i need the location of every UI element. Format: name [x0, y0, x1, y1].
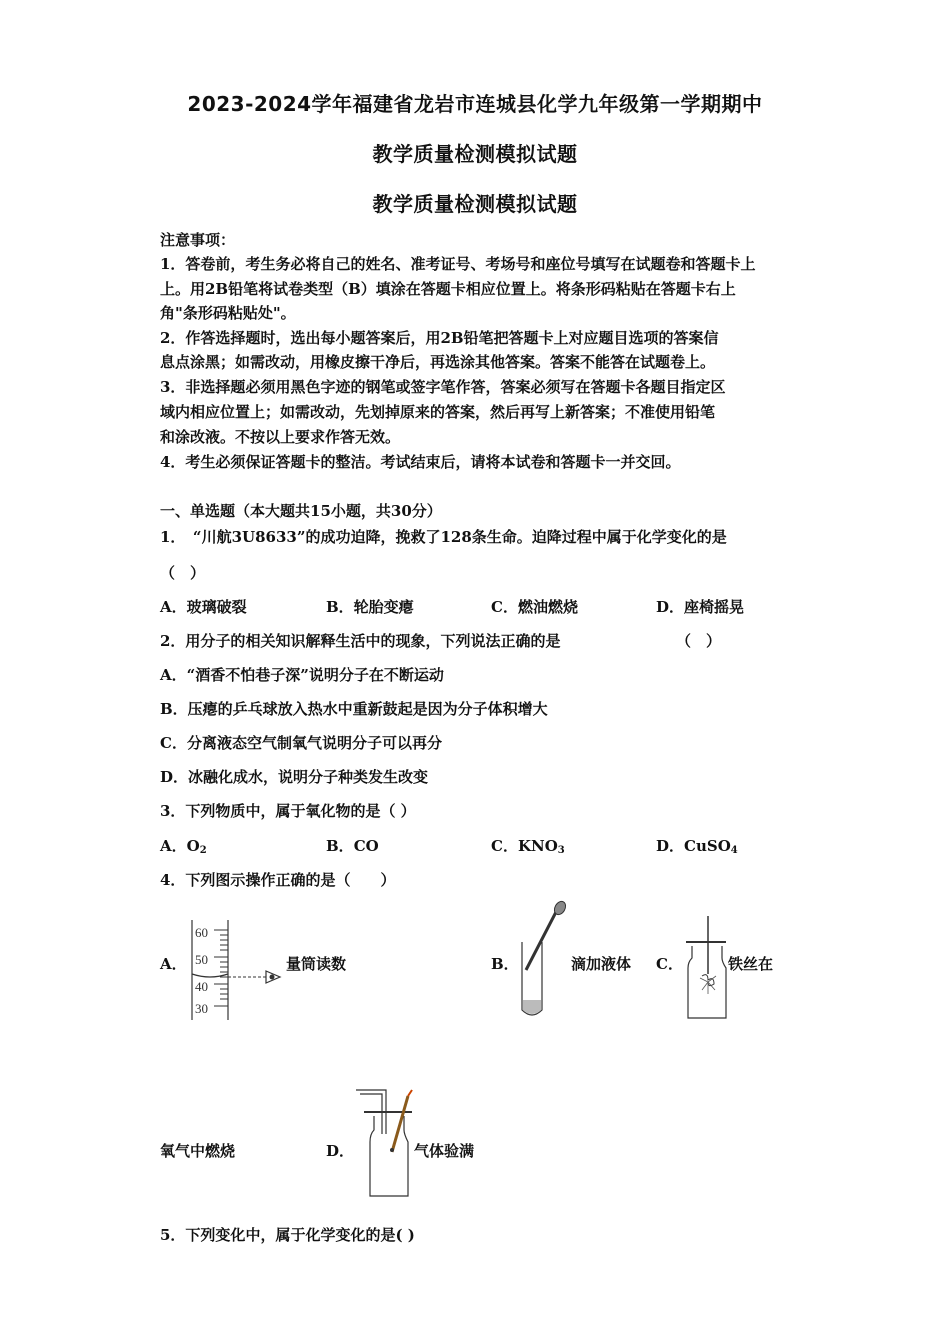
- q3-option-c: C．$KNO_3$: [491, 837, 565, 856]
- q4-option-b-letter: B．: [491, 955, 519, 973]
- q1-paren: （ ）: [160, 564, 206, 582]
- notice-heading: 注意事项：: [160, 231, 236, 249]
- notice-line: 上。用2B铅笔将试卷类型（B）填涂在答题卡相应位置上。将条形码粘贴在答题卡右上: [160, 280, 736, 298]
- q3-option-d: D．CuSO$_4$: [656, 837, 738, 856]
- q4-option-c-label: 铁丝在: [728, 955, 774, 973]
- notice-line: 息点涂黑；如需改动，用橡皮擦干净后，再选涂其他答案。答案不能答在试题卷上。: [160, 353, 716, 371]
- q1-stem: 1． “川航3U8633”的成功迫降，挽救了128条生命。迫降过程中属于化学变化的是: [160, 528, 727, 546]
- tick-label: 50: [195, 952, 208, 967]
- q4-option-a-letter: A．: [160, 955, 187, 973]
- tick-label: 60: [195, 925, 208, 940]
- q2-option-c: C．分离液态空气制氧气说明分子可以再分: [160, 734, 442, 752]
- tick-label: 30: [195, 1001, 208, 1016]
- q4-stem: 4．下列图示操作正确的是（ ）: [160, 871, 396, 889]
- graduated-cylinder-figure: [188, 918, 298, 1026]
- notice-line: 域内相应位置上；如需改动，先划掉原来的答案，然后再写上新答案；不准使用铅笔: [160, 403, 716, 421]
- title-line-2: 教学质量检测模拟试题: [372, 142, 578, 166]
- q4-option-a-label: 量筒读数: [286, 955, 347, 973]
- q4-option-c-label-cont: 氧气中燃烧: [160, 1142, 236, 1160]
- q2-option-d: D．冰融化成水，说明分子种类发生改变: [160, 768, 429, 786]
- q1-option-d: D．座椅摇晃: [656, 598, 745, 616]
- q3-option-b: B．CO: [326, 837, 379, 855]
- q1-option-c: C．燃油燃烧: [491, 598, 578, 616]
- dropper-testtube-figure: [512, 900, 572, 1022]
- notice-line: 3．非选择题必须用黑色字迹的钢笔或签字笔作答，答案必须写在答题卡各题目指定区: [160, 378, 726, 396]
- q5-stem: 5．下列变化中，属于化学变化的是( ): [160, 1226, 415, 1244]
- q4-option-d-letter: D．: [326, 1142, 355, 1160]
- q4-option-b-label: 滴加液体: [571, 955, 632, 973]
- notice-line: 1．答卷前，考生务必将自己的姓名、准考证号、考场号和座位号填写在试题卷和答题卡上: [160, 255, 756, 273]
- tick-label: 40: [195, 979, 208, 994]
- q2-option-a: A．“酒香不怕巷子深”说明分子在不断运动: [160, 666, 444, 684]
- title-line-3: 教学质量检测模拟试题: [372, 192, 578, 216]
- q3-option-a: A．$O_2$: [160, 837, 207, 856]
- iron-wire-bottle-figure: [682, 912, 732, 1024]
- title-line-1: 2023-2024学年福建省龙岩市连城县化学九年级第一学期期中: [187, 92, 763, 116]
- notice-line: 4．考生必须保证答题卡的整洁。考试结束后，请将本试卷和答题卡一并交回。: [160, 453, 681, 471]
- q2-paren: （ ）: [676, 632, 722, 650]
- q2-option-b: B．压瘪的乒乓球放入热水中重新鼓起是因为分子体积增大: [160, 700, 548, 718]
- notice-line: 角"条形码粘贴处"。: [160, 304, 296, 322]
- q2-stem: 2．用分子的相关知识解释生活中的现象，下列说法正确的是: [160, 632, 561, 650]
- section-heading: 一、单选题（本大题共15小题，共30分）: [160, 502, 442, 520]
- q1-option-b: B．轮胎变瘪: [326, 598, 414, 616]
- notice-line: 和涂改液。不按以上要求作答无效。: [160, 428, 401, 446]
- q4-option-d-label: 气体验满: [414, 1142, 475, 1160]
- q1-option-a: A．玻璃破裂: [160, 598, 247, 616]
- q4-option-c-letter: C．: [656, 955, 683, 973]
- gas-collection-bottle-figure: [352, 1088, 422, 1200]
- notice-line: 2．作答选择题时，选出每小题答案后，用2B铅笔把答题卡上对应题目选项的答案信: [160, 329, 719, 347]
- q3-stem: 3．下列物质中，属于氧化物的是（ ）: [160, 802, 416, 820]
